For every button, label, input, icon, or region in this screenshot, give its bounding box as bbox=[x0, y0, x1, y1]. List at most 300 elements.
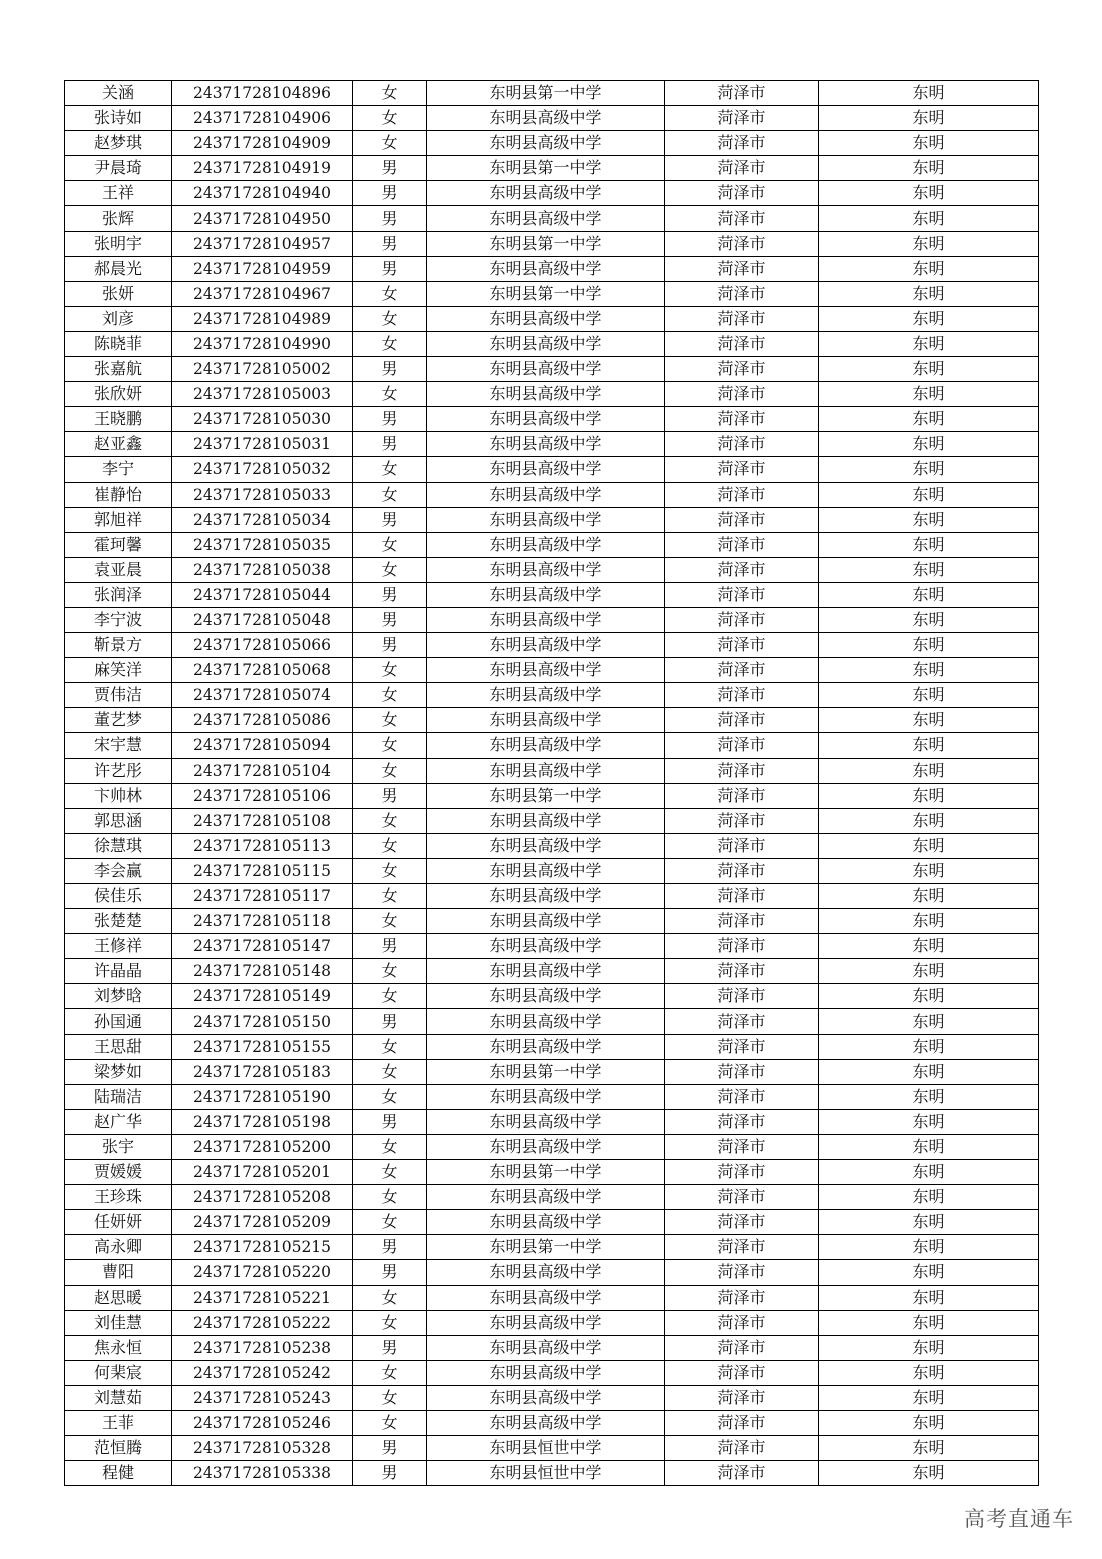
exam-id-cell: 24371728105038 bbox=[172, 557, 353, 582]
name-cell: 张欣妍 bbox=[65, 382, 172, 407]
exam-id-cell: 24371728105033 bbox=[172, 482, 353, 507]
exam-id-cell: 24371728104896 bbox=[172, 81, 353, 106]
exam-id-cell: 24371728105155 bbox=[172, 1034, 353, 1059]
school-cell: 东明县高级中学 bbox=[427, 708, 665, 733]
name-cell: 张妍 bbox=[65, 281, 172, 306]
gender-cell: 男 bbox=[353, 607, 427, 632]
exam-id-cell: 24371728105074 bbox=[172, 683, 353, 708]
county-cell: 东明 bbox=[819, 884, 1039, 909]
county-cell: 东明 bbox=[819, 231, 1039, 256]
school-cell: 东明县高级中学 bbox=[427, 1410, 665, 1435]
gender-cell: 男 bbox=[353, 1260, 427, 1285]
city-cell: 菏泽市 bbox=[665, 306, 819, 331]
exam-id-cell: 24371728105094 bbox=[172, 733, 353, 758]
name-cell: 赵思暖 bbox=[65, 1285, 172, 1310]
school-cell: 东明县第一中学 bbox=[427, 1160, 665, 1185]
table-row bbox=[65, 708, 1039, 733]
exam-id-cell: 24371728105246 bbox=[172, 1410, 353, 1435]
county-cell: 东明 bbox=[819, 181, 1039, 206]
city-cell: 菏泽市 bbox=[665, 909, 819, 934]
exam-id-cell: 24371728105030 bbox=[172, 407, 353, 432]
county-cell: 东明 bbox=[819, 407, 1039, 432]
table-row bbox=[65, 1335, 1039, 1360]
table-row bbox=[65, 1385, 1039, 1410]
exam-id-cell: 24371728105113 bbox=[172, 833, 353, 858]
exam-id-cell: 24371728105222 bbox=[172, 1310, 353, 1335]
gender-cell: 女 bbox=[353, 1084, 427, 1109]
county-cell: 东明 bbox=[819, 708, 1039, 733]
city-cell: 菏泽市 bbox=[665, 1059, 819, 1084]
county-cell: 东明 bbox=[819, 1461, 1039, 1486]
name-cell: 赵梦琪 bbox=[65, 131, 172, 156]
name-cell: 张诗如 bbox=[65, 106, 172, 131]
table-row bbox=[65, 582, 1039, 607]
name-cell: 曹阳 bbox=[65, 1260, 172, 1285]
gender-cell: 女 bbox=[353, 1410, 427, 1435]
name-cell: 卞帅林 bbox=[65, 783, 172, 808]
exam-id-cell: 24371728105117 bbox=[172, 884, 353, 909]
school-cell: 东明县高级中学 bbox=[427, 1210, 665, 1235]
gender-cell: 男 bbox=[353, 206, 427, 231]
city-cell: 菏泽市 bbox=[665, 633, 819, 658]
table-row bbox=[65, 181, 1039, 206]
table-row bbox=[65, 808, 1039, 833]
school-cell: 东明县高级中学 bbox=[427, 532, 665, 557]
city-cell: 菏泽市 bbox=[665, 1109, 819, 1134]
exam-id-cell: 24371728104909 bbox=[172, 131, 353, 156]
table-row bbox=[65, 833, 1039, 858]
county-cell: 东明 bbox=[819, 658, 1039, 683]
watermark-text: 高考直通车 bbox=[964, 1507, 1074, 1531]
table-row bbox=[65, 1285, 1039, 1310]
name-cell: 袁亚晨 bbox=[65, 557, 172, 582]
county-cell: 东明 bbox=[819, 934, 1039, 959]
table-row bbox=[65, 1360, 1039, 1385]
city-cell: 菏泽市 bbox=[665, 758, 819, 783]
county-cell: 东明 bbox=[819, 1059, 1039, 1084]
table-row bbox=[65, 1084, 1039, 1109]
county-cell: 东明 bbox=[819, 1285, 1039, 1310]
table-row bbox=[65, 1134, 1039, 1159]
school-cell: 东明县高级中学 bbox=[427, 306, 665, 331]
school-cell: 东明县高级中学 bbox=[427, 1335, 665, 1360]
table-row bbox=[65, 607, 1039, 632]
gender-cell: 女 bbox=[353, 281, 427, 306]
city-cell: 菏泽市 bbox=[665, 532, 819, 557]
exam-id-cell: 24371728104906 bbox=[172, 106, 353, 131]
gender-cell: 女 bbox=[353, 382, 427, 407]
school-cell: 东明县第一中学 bbox=[427, 1235, 665, 1260]
city-cell: 菏泽市 bbox=[665, 507, 819, 532]
city-cell: 菏泽市 bbox=[665, 1461, 819, 1486]
table-row bbox=[65, 1210, 1039, 1235]
exam-id-cell: 24371728105209 bbox=[172, 1210, 353, 1235]
name-cell: 尹晨琦 bbox=[65, 156, 172, 181]
gender-cell: 男 bbox=[353, 1109, 427, 1134]
school-cell: 东明县高级中学 bbox=[427, 733, 665, 758]
county-cell: 东明 bbox=[819, 482, 1039, 507]
school-cell: 东明县高级中学 bbox=[427, 131, 665, 156]
exam-id-cell: 24371728104940 bbox=[172, 181, 353, 206]
table-row bbox=[65, 1009, 1039, 1034]
name-cell: 刘佳慧 bbox=[65, 1310, 172, 1335]
table-row bbox=[65, 884, 1039, 909]
name-cell: 崔静怡 bbox=[65, 482, 172, 507]
county-cell: 东明 bbox=[819, 1185, 1039, 1210]
city-cell: 菏泽市 bbox=[665, 1210, 819, 1235]
city-cell: 菏泽市 bbox=[665, 1360, 819, 1385]
school-cell: 东明县高级中学 bbox=[427, 256, 665, 281]
county-cell: 东明 bbox=[819, 984, 1039, 1009]
table-row bbox=[65, 156, 1039, 181]
county-cell: 东明 bbox=[819, 331, 1039, 356]
gender-cell: 男 bbox=[353, 156, 427, 181]
table-row bbox=[65, 532, 1039, 557]
city-cell: 菏泽市 bbox=[665, 984, 819, 1009]
exam-id-cell: 24371728105068 bbox=[172, 658, 353, 683]
gender-cell: 男 bbox=[353, 357, 427, 382]
school-cell: 东明县高级中学 bbox=[427, 1009, 665, 1034]
exam-id-cell: 24371728105108 bbox=[172, 808, 353, 833]
gender-cell: 女 bbox=[353, 557, 427, 582]
city-cell: 菏泽市 bbox=[665, 783, 819, 808]
county-cell: 东明 bbox=[819, 783, 1039, 808]
county-cell: 东明 bbox=[819, 432, 1039, 457]
city-cell: 菏泽市 bbox=[665, 1009, 819, 1034]
county-cell: 东明 bbox=[819, 1310, 1039, 1335]
county-cell: 东明 bbox=[819, 206, 1039, 231]
city-cell: 菏泽市 bbox=[665, 683, 819, 708]
city-cell: 菏泽市 bbox=[665, 1260, 819, 1285]
school-cell: 东明县高级中学 bbox=[427, 206, 665, 231]
county-cell: 东明 bbox=[819, 633, 1039, 658]
gender-cell: 女 bbox=[353, 1185, 427, 1210]
city-cell: 菏泽市 bbox=[665, 357, 819, 382]
county-cell: 东明 bbox=[819, 1436, 1039, 1461]
city-cell: 菏泽市 bbox=[665, 1310, 819, 1335]
exam-id-cell: 24371728105220 bbox=[172, 1260, 353, 1285]
city-cell: 菏泽市 bbox=[665, 1185, 819, 1210]
county-cell: 东明 bbox=[819, 1335, 1039, 1360]
school-cell: 东明县高级中学 bbox=[427, 833, 665, 858]
city-cell: 菏泽市 bbox=[665, 1034, 819, 1059]
name-cell: 刘彦 bbox=[65, 306, 172, 331]
exam-id-cell: 24371728105190 bbox=[172, 1084, 353, 1109]
gender-cell: 女 bbox=[353, 106, 427, 131]
name-cell: 范恒腾 bbox=[65, 1436, 172, 1461]
name-cell: 李宁 bbox=[65, 457, 172, 482]
school-cell: 东明县高级中学 bbox=[427, 808, 665, 833]
exam-id-cell: 24371728105338 bbox=[172, 1461, 353, 1486]
exam-id-cell: 24371728105200 bbox=[172, 1134, 353, 1159]
gender-cell: 女 bbox=[353, 1285, 427, 1310]
exam-id-cell: 24371728104989 bbox=[172, 306, 353, 331]
name-cell: 郭旭祥 bbox=[65, 507, 172, 532]
school-cell: 东明县高级中学 bbox=[427, 1109, 665, 1134]
exam-id-cell: 24371728104959 bbox=[172, 256, 353, 281]
gender-cell: 女 bbox=[353, 457, 427, 482]
exam-id-cell: 24371728105118 bbox=[172, 909, 353, 934]
exam-id-cell: 24371728105221 bbox=[172, 1285, 353, 1310]
exam-id-cell: 24371728105149 bbox=[172, 984, 353, 1009]
city-cell: 菏泽市 bbox=[665, 858, 819, 883]
student-list-table bbox=[64, 80, 1039, 1486]
name-cell: 张辉 bbox=[65, 206, 172, 231]
county-cell: 东明 bbox=[819, 306, 1039, 331]
name-cell: 王修祥 bbox=[65, 934, 172, 959]
school-cell: 东明县第一中学 bbox=[427, 1059, 665, 1084]
exam-id-cell: 24371728105044 bbox=[172, 582, 353, 607]
county-cell: 东明 bbox=[819, 1210, 1039, 1235]
city-cell: 菏泽市 bbox=[665, 884, 819, 909]
school-cell: 东明县高级中学 bbox=[427, 1185, 665, 1210]
exam-id-cell: 24371728104990 bbox=[172, 331, 353, 356]
table-row bbox=[65, 507, 1039, 532]
table-row bbox=[65, 758, 1039, 783]
exam-id-cell: 24371728105201 bbox=[172, 1160, 353, 1185]
table-row bbox=[65, 81, 1039, 106]
city-cell: 菏泽市 bbox=[665, 256, 819, 281]
school-cell: 东明县高级中学 bbox=[427, 884, 665, 909]
county-cell: 东明 bbox=[819, 758, 1039, 783]
name-cell: 侯佳乐 bbox=[65, 884, 172, 909]
table-row bbox=[65, 1410, 1039, 1435]
exam-id-cell: 24371728105035 bbox=[172, 532, 353, 557]
school-cell: 东明县高级中学 bbox=[427, 658, 665, 683]
gender-cell: 女 bbox=[353, 833, 427, 858]
school-cell: 东明县高级中学 bbox=[427, 181, 665, 206]
school-cell: 东明县高级中学 bbox=[427, 331, 665, 356]
county-cell: 东明 bbox=[819, 1235, 1039, 1260]
county-cell: 东明 bbox=[819, 1360, 1039, 1385]
name-cell: 张宇 bbox=[65, 1134, 172, 1159]
exam-id-cell: 24371728105150 bbox=[172, 1009, 353, 1034]
gender-cell: 女 bbox=[353, 658, 427, 683]
city-cell: 菏泽市 bbox=[665, 582, 819, 607]
city-cell: 菏泽市 bbox=[665, 808, 819, 833]
exam-id-cell: 24371728105147 bbox=[172, 934, 353, 959]
table-row bbox=[65, 432, 1039, 457]
city-cell: 菏泽市 bbox=[665, 457, 819, 482]
table-row bbox=[65, 281, 1039, 306]
school-cell: 东明县高级中学 bbox=[427, 357, 665, 382]
table-row bbox=[65, 984, 1039, 1009]
city-cell: 菏泽市 bbox=[665, 206, 819, 231]
school-cell: 东明县高级中学 bbox=[427, 1034, 665, 1059]
table-row bbox=[65, 1034, 1039, 1059]
table-row bbox=[65, 482, 1039, 507]
city-cell: 菏泽市 bbox=[665, 607, 819, 632]
gender-cell: 女 bbox=[353, 683, 427, 708]
gender-cell: 女 bbox=[353, 733, 427, 758]
city-cell: 菏泽市 bbox=[665, 106, 819, 131]
school-cell: 东明县高级中学 bbox=[427, 909, 665, 934]
table-row bbox=[65, 1109, 1039, 1134]
city-cell: 菏泽市 bbox=[665, 708, 819, 733]
city-cell: 菏泽市 bbox=[665, 557, 819, 582]
name-cell: 许艺彤 bbox=[65, 758, 172, 783]
exam-id-cell: 24371728105215 bbox=[172, 1235, 353, 1260]
table-row bbox=[65, 934, 1039, 959]
county-cell: 东明 bbox=[819, 281, 1039, 306]
gender-cell: 男 bbox=[353, 783, 427, 808]
gender-cell: 女 bbox=[353, 1310, 427, 1335]
exam-id-cell: 24371728105115 bbox=[172, 858, 353, 883]
gender-cell: 女 bbox=[353, 984, 427, 1009]
name-cell: 张明宇 bbox=[65, 231, 172, 256]
name-cell: 赵广华 bbox=[65, 1109, 172, 1134]
city-cell: 菏泽市 bbox=[665, 1385, 819, 1410]
city-cell: 菏泽市 bbox=[665, 131, 819, 156]
name-cell: 何棐宸 bbox=[65, 1360, 172, 1385]
county-cell: 东明 bbox=[819, 106, 1039, 131]
city-cell: 菏泽市 bbox=[665, 281, 819, 306]
table-row bbox=[65, 1059, 1039, 1084]
table-row bbox=[65, 858, 1039, 883]
exam-id-cell: 24371728105148 bbox=[172, 959, 353, 984]
table-row bbox=[65, 557, 1039, 582]
table-row bbox=[65, 331, 1039, 356]
city-cell: 菏泽市 bbox=[665, 733, 819, 758]
gender-cell: 男 bbox=[353, 1436, 427, 1461]
table-row bbox=[65, 1235, 1039, 1260]
county-cell: 东明 bbox=[819, 1160, 1039, 1185]
table-row bbox=[65, 382, 1039, 407]
exam-id-cell: 24371728105048 bbox=[172, 607, 353, 632]
gender-cell: 男 bbox=[353, 231, 427, 256]
city-cell: 菏泽市 bbox=[665, 181, 819, 206]
gender-cell: 女 bbox=[353, 306, 427, 331]
exam-id-cell: 24371728104950 bbox=[172, 206, 353, 231]
exam-id-cell: 24371728105198 bbox=[172, 1109, 353, 1134]
exam-id-cell: 24371728104967 bbox=[172, 281, 353, 306]
name-cell: 麻笑洋 bbox=[65, 658, 172, 683]
school-cell: 东明县第一中学 bbox=[427, 81, 665, 106]
gender-cell: 女 bbox=[353, 482, 427, 507]
gender-cell: 女 bbox=[353, 131, 427, 156]
city-cell: 菏泽市 bbox=[665, 231, 819, 256]
city-cell: 菏泽市 bbox=[665, 1285, 819, 1310]
name-cell: 程健 bbox=[65, 1461, 172, 1486]
name-cell: 李宁波 bbox=[65, 607, 172, 632]
exam-id-cell: 24371728105086 bbox=[172, 708, 353, 733]
table-row bbox=[65, 959, 1039, 984]
table-row bbox=[65, 131, 1039, 156]
county-cell: 东明 bbox=[819, 909, 1039, 934]
county-cell: 东明 bbox=[819, 1109, 1039, 1134]
gender-cell: 女 bbox=[353, 959, 427, 984]
city-cell: 菏泽市 bbox=[665, 1235, 819, 1260]
table-row bbox=[65, 357, 1039, 382]
name-cell: 关涵 bbox=[65, 81, 172, 106]
county-cell: 东明 bbox=[819, 507, 1039, 532]
table-row bbox=[65, 206, 1039, 231]
school-cell: 东明县高级中学 bbox=[427, 984, 665, 1009]
table-row bbox=[65, 1260, 1039, 1285]
exam-id-cell: 24371728105066 bbox=[172, 633, 353, 658]
exam-id-cell: 24371728105238 bbox=[172, 1335, 353, 1360]
gender-cell: 女 bbox=[353, 1360, 427, 1385]
gender-cell: 女 bbox=[353, 1034, 427, 1059]
city-cell: 菏泽市 bbox=[665, 1335, 819, 1360]
name-cell: 王晓鹏 bbox=[65, 407, 172, 432]
city-cell: 菏泽市 bbox=[665, 331, 819, 356]
table-row bbox=[65, 683, 1039, 708]
gender-cell: 女 bbox=[353, 1385, 427, 1410]
gender-cell: 男 bbox=[353, 1335, 427, 1360]
name-cell: 王思甜 bbox=[65, 1034, 172, 1059]
city-cell: 菏泽市 bbox=[665, 833, 819, 858]
school-cell: 东明县第一中学 bbox=[427, 156, 665, 181]
county-cell: 东明 bbox=[819, 1084, 1039, 1109]
name-cell: 焦永恒 bbox=[65, 1335, 172, 1360]
name-cell: 张嘉航 bbox=[65, 357, 172, 382]
exam-id-cell: 24371728105242 bbox=[172, 1360, 353, 1385]
city-cell: 菏泽市 bbox=[665, 1160, 819, 1185]
exam-id-cell: 24371728105031 bbox=[172, 432, 353, 457]
city-cell: 菏泽市 bbox=[665, 1436, 819, 1461]
exam-id-cell: 24371728105003 bbox=[172, 382, 353, 407]
county-cell: 东明 bbox=[819, 607, 1039, 632]
county-cell: 东明 bbox=[819, 532, 1039, 557]
county-cell: 东明 bbox=[819, 357, 1039, 382]
table-row bbox=[65, 407, 1039, 432]
county-cell: 东明 bbox=[819, 733, 1039, 758]
name-cell: 宋宇慧 bbox=[65, 733, 172, 758]
county-cell: 东明 bbox=[819, 1410, 1039, 1435]
table-row bbox=[65, 1436, 1039, 1461]
gender-cell: 女 bbox=[353, 858, 427, 883]
school-cell: 东明县高级中学 bbox=[427, 1360, 665, 1385]
gender-cell: 男 bbox=[353, 1461, 427, 1486]
city-cell: 菏泽市 bbox=[665, 432, 819, 457]
name-cell: 陆瑞洁 bbox=[65, 1084, 172, 1109]
gender-cell: 女 bbox=[353, 81, 427, 106]
table-row bbox=[65, 256, 1039, 281]
name-cell: 王菲 bbox=[65, 1410, 172, 1435]
name-cell: 贾媛媛 bbox=[65, 1160, 172, 1185]
school-cell: 东明县高级中学 bbox=[427, 607, 665, 632]
county-cell: 东明 bbox=[819, 1260, 1039, 1285]
table-row bbox=[65, 1160, 1039, 1185]
name-cell: 陈晓菲 bbox=[65, 331, 172, 356]
name-cell: 刘慧茹 bbox=[65, 1385, 172, 1410]
exam-id-cell: 24371728105243 bbox=[172, 1385, 353, 1410]
exam-id-cell: 24371728104919 bbox=[172, 156, 353, 181]
gender-cell: 男 bbox=[353, 181, 427, 206]
table-row bbox=[65, 658, 1039, 683]
table-row bbox=[65, 231, 1039, 256]
city-cell: 菏泽市 bbox=[665, 959, 819, 984]
school-cell: 东明县高级中学 bbox=[427, 934, 665, 959]
table-row bbox=[65, 733, 1039, 758]
school-cell: 东明县高级中学 bbox=[427, 1260, 665, 1285]
school-cell: 东明县高级中学 bbox=[427, 507, 665, 532]
gender-cell: 女 bbox=[353, 1059, 427, 1084]
school-cell: 东明县高级中学 bbox=[427, 432, 665, 457]
gender-cell: 男 bbox=[353, 432, 427, 457]
gender-cell: 女 bbox=[353, 808, 427, 833]
gender-cell: 女 bbox=[353, 884, 427, 909]
table-row bbox=[65, 1461, 1039, 1486]
city-cell: 菏泽市 bbox=[665, 658, 819, 683]
school-cell: 东明县高级中学 bbox=[427, 959, 665, 984]
name-cell: 赵亚鑫 bbox=[65, 432, 172, 457]
gender-cell: 女 bbox=[353, 758, 427, 783]
county-cell: 东明 bbox=[819, 1009, 1039, 1034]
county-cell: 东明 bbox=[819, 858, 1039, 883]
school-cell: 东明县高级中学 bbox=[427, 1084, 665, 1109]
